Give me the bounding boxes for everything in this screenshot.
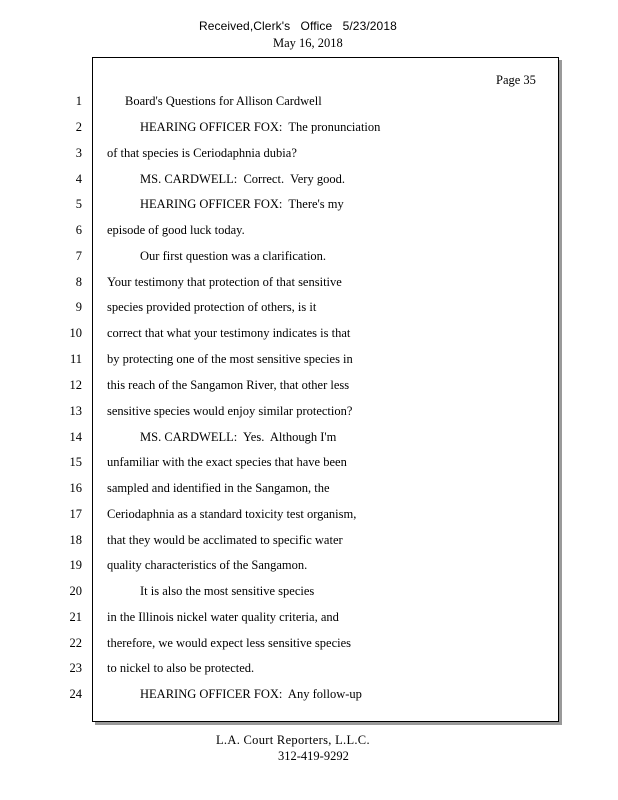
header-date: May 16, 2018 (273, 36, 343, 50)
line-number: 4 (75, 172, 82, 186)
footer-company: L.A. Court Reporters, L.L.C. (216, 733, 370, 747)
line-number: 21 (69, 610, 82, 624)
line-number: 5 (75, 197, 82, 211)
transcript-line: of that species is Ceriodaphnia dubia? (107, 146, 297, 160)
line-number: 22 (69, 636, 82, 650)
page-number: Page 35 (496, 73, 536, 87)
line-number: 24 (69, 687, 82, 701)
transcript-line: species provided protection of others, is it (107, 300, 317, 314)
transcript-line: Ceriodaphnia as a standard toxicity test organism, (107, 507, 357, 521)
transcript-line: It is also the most sensitive species (140, 584, 315, 598)
transcript-line: Your testimony that protection of that sensitive (107, 275, 342, 289)
line-number: 19 (69, 558, 82, 572)
line-number: 9 (75, 300, 82, 314)
transcript-line: by protecting one of the most sensitive species in (107, 352, 353, 366)
line-number: 16 (69, 481, 82, 495)
line-number: 18 (69, 533, 82, 547)
transcript-line: Our first question was a clarification. (140, 249, 327, 263)
line-number: 15 (69, 455, 82, 469)
line-number: 14 (69, 430, 82, 444)
transcript-line: quality characteristics of the Sangamon. (107, 558, 308, 572)
transcript-line: correct that what your testimony indicates is that (107, 326, 351, 340)
line-number: 17 (69, 507, 82, 521)
line-number: 23 (69, 661, 82, 675)
transcript-line: HEARING OFFICER FOX: Any follow-up (140, 687, 362, 701)
transcript-line: episode of good luck today. (107, 223, 245, 237)
line-number: 13 (69, 404, 82, 418)
transcript-line: Board's Questions for Allison Cardwell (125, 94, 322, 108)
transcript-line: this reach of the Sangamon River, that other less (107, 378, 350, 392)
transcript-line: sensitive species would enjoy similar protection? (107, 404, 353, 418)
transcript-line: HEARING OFFICER FOX: There's my (140, 197, 344, 211)
line-number: 2 (75, 120, 82, 134)
transcript-line: sampled and identified in the Sangamon, the (107, 481, 330, 495)
line-number: 10 (69, 326, 82, 340)
line-number: 7 (75, 249, 82, 263)
received-stamp: Received,Clerk's Office 5/23/2018 (199, 19, 397, 33)
transcript-line: therefore, we would expect less sensitive species (107, 636, 352, 650)
line-number: 3 (75, 146, 82, 160)
line-number: 1 (75, 94, 82, 108)
transcript-line: MS. CARDWELL: Correct. Very good. (140, 172, 345, 186)
line-number: 11 (69, 352, 82, 366)
transcript-line: that they would be acclimated to specific water (107, 533, 343, 547)
line-number: 12 (69, 378, 82, 392)
line-number: 20 (69, 584, 82, 598)
footer-phone: 312-419-9292 (278, 749, 349, 763)
transcript-line: unfamiliar with the exact species that have been (107, 455, 347, 469)
transcript-line: MS. CARDWELL: Yes. Although I'm (140, 430, 337, 444)
transcript-line: HEARING OFFICER FOX: The pronunciation (140, 120, 381, 134)
transcript-line: to nickel to also be protected. (107, 661, 255, 675)
line-number: 6 (75, 223, 82, 237)
transcript-line: in the Illinois nickel water quality criteria, and (107, 610, 339, 624)
line-number: 8 (75, 275, 82, 289)
